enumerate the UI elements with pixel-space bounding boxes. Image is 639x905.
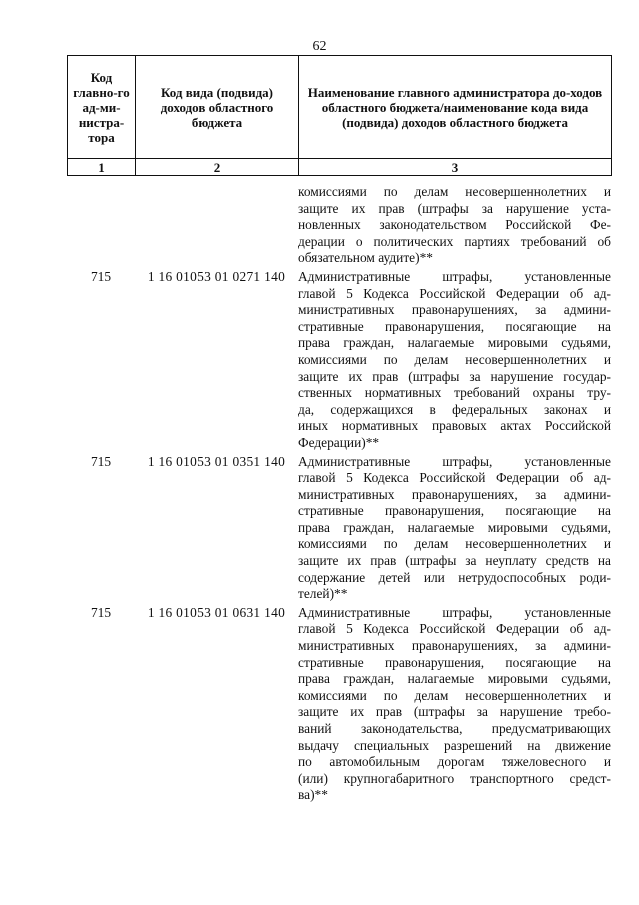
income-code: 1 16 01053 01 0271 140 (147, 268, 286, 284)
description-line: выдачу специальных разрешений на движение (298, 737, 611, 753)
admin-code: 715 (90, 453, 112, 469)
table-row (67, 454, 611, 603)
description-line: новленных законодательством Российской Фе- (298, 217, 611, 233)
description-line: дерации о политических партиях требований об (298, 233, 611, 249)
description-line: защите их прав (штрафы за нарушение уста- (298, 200, 611, 216)
description-line: иных нормативных правовых актах Российской (298, 418, 611, 434)
description-line: стративные правонарушения, посягающие на (298, 318, 611, 334)
income-description (298, 269, 611, 452)
description-line: Административные штрафы, установленные (298, 453, 611, 469)
description-line: главой 5 Кодекса Российской Федерации об ад- (298, 470, 611, 486)
description-line: министративных правонарушениях, за админи- (298, 638, 611, 654)
table-body (67, 182, 611, 804)
description-line: главой 5 Кодекса Российской Федерации об ад- (298, 621, 611, 637)
description-line: Административные штрафы, установленные (298, 604, 611, 620)
description-line: права граждан, налагаемые мировыми судьями, (298, 519, 611, 535)
description-line: права граждан, налагаемые мировыми судьями, (298, 671, 611, 687)
header-admin-code: Код главно-го ад-ми-нистра-тора (68, 56, 136, 159)
page-number: 62 (312, 39, 327, 54)
header-number-2: 2 (136, 159, 299, 176)
description-line: по автомобильным дорогам тяжеловесного и (298, 754, 611, 770)
header-number-3: 3 (299, 159, 612, 176)
description-line: телей)** (298, 586, 348, 602)
income-description (298, 605, 611, 804)
description-line: комиссиями по делам несовершеннолетних и (298, 351, 611, 367)
income-code: 1 16 01053 01 0631 140 (147, 604, 286, 620)
table-row (67, 269, 611, 452)
header-income-code: Код вида (подвида) доходов областного бюджета (136, 56, 299, 159)
admin-code: 715 (90, 268, 112, 284)
description-line: Федерации)** (298, 434, 380, 450)
table-header (67, 55, 612, 176)
description-line: ваний законодательства, предусматривающих (298, 721, 611, 736)
description-line: защите их прав (штрафы за нарушение государ- (298, 368, 611, 384)
description-line: ва)** (298, 787, 328, 803)
description-line: комиссиями по делам несовершеннолетних и (298, 687, 611, 703)
description-line: стративные правонарушения, посягающие на (298, 503, 611, 519)
description-line: права граждан, налагаемые мировыми судьями, (298, 335, 611, 351)
description-line: содержание детей или нетрудоспособных роди- (298, 569, 611, 585)
description-line: главой 5 Кодекса Российской Федерации об ад- (298, 285, 611, 301)
description-line: Административные штрафы, установленные (298, 268, 611, 284)
income-description (298, 454, 611, 603)
table-row (67, 605, 611, 804)
description-line: да, содержащихся в федеральных законах и (298, 401, 611, 417)
description-line: комиссиями по делам несовершеннолетних и (298, 536, 611, 552)
description-line: комиссиями по делам несовершеннолетних и (298, 184, 611, 199)
income-code: 1 16 01053 01 0351 140 (147, 453, 286, 469)
description-line: (или) крупногабаритного транспортного средст- (298, 770, 611, 786)
header-number-1: 1 (68, 159, 136, 176)
admin-code: 715 (90, 604, 112, 620)
description-line: защите их прав (штрафы за нарушение требо- (298, 704, 611, 720)
header-name: Наименование главного администратора до-ходов областного бюджета/наименование кода вида (подвида) доходов областного бюджета (299, 56, 612, 159)
description-line: защите их прав (штрафы за неуплату средств на (298, 553, 611, 569)
description-line: министративных правонарушениях, за админи- (298, 302, 611, 318)
table-row (67, 184, 611, 267)
description-line: ственных нормативных требований охраны тру- (298, 385, 611, 401)
income-description (298, 184, 611, 267)
description-line: министративных правонарушениях, за админи- (298, 486, 611, 502)
description-line: обязательном аудите)** (298, 250, 433, 266)
description-line: стративные правонарушения, посягающие на (298, 654, 611, 670)
